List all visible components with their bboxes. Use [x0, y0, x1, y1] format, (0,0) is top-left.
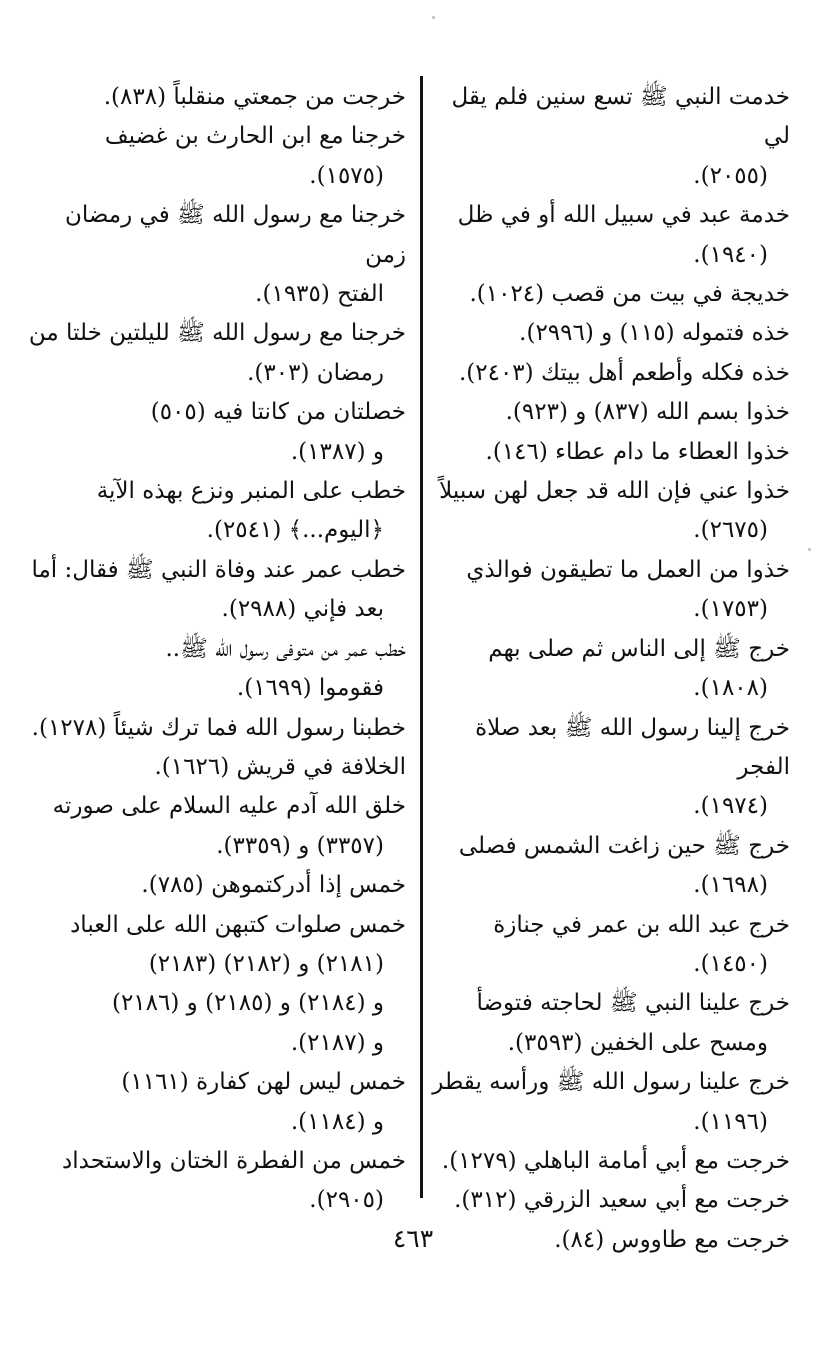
index-entry	[28, 906, 406, 1064]
entry-text: خرج إلينا رسول الله ﷺ بعد صلاة الفجر	[475, 714, 790, 780]
entry-continuation: و (١١٨٤).	[290, 1108, 384, 1135]
entry-text: خرج علينا رسول الله ﷺ ورأسه يقطر	[432, 1069, 790, 1096]
index-entry	[430, 1063, 790, 1142]
entry-text: خطب عمر من متوفى رسول الله ﷺ..	[165, 635, 406, 662]
index-entry	[28, 314, 406, 393]
entry-text: خطب عمر عند وفاة النبي ﷺ فقال: أما	[31, 556, 406, 583]
entry-text: خرجت مع أبي سعيد الزرقي (٣١٢).	[454, 1187, 790, 1214]
entry-text: خذوا عني فإن الله قد جعل لهن سبيلاً	[439, 478, 790, 505]
index-entry	[28, 709, 406, 748]
index-entry	[28, 748, 406, 787]
right-index-column	[430, 78, 790, 1260]
index-entry	[430, 709, 790, 827]
entry-continuation: (٣٣٥٧) و (٣٣٥٩).	[216, 832, 384, 859]
scan-speck	[808, 548, 811, 551]
entry-continuation: و (٢١٨٤) و (٢١٨٥) و (٢١٨٦)	[111, 990, 384, 1017]
entry-text: خلق الله آدم عليه السلام على صورته	[52, 793, 406, 820]
index-entry	[430, 314, 790, 353]
index-entry	[430, 354, 790, 393]
entry-text: خدمت النبي ﷺ تسع سنين فلم يقل لي	[451, 84, 790, 150]
index-entry	[28, 196, 406, 314]
column-divider	[420, 76, 423, 1198]
entry-text: خطبنا رسول الله فما ترك شيئاً (١٢٧٨).	[31, 714, 406, 741]
entry-text: خطب على المنبر ونزع بهذه الآية	[96, 478, 406, 505]
index-entry	[28, 117, 406, 196]
entry-continuation: (٢٠٥٥).	[693, 162, 768, 189]
entry-continuation: (١٧٥٣).	[693, 596, 768, 623]
entry-text: خمس من الفطرة الختان والاستحداد	[61, 1147, 406, 1174]
entry-text: خديجة في بيت من قصب (١٠٢٤).	[469, 281, 790, 308]
entry-text: خرجنا مع رسول الله ﷺ لليلتين خلتا من	[28, 320, 406, 347]
index-entry	[430, 433, 790, 472]
index-entry	[430, 472, 790, 551]
entry-continuation: الفتح (١٩٣٥).	[255, 281, 384, 308]
entry-text: خرج ﷺ حين زاغت الشمس فصلى	[458, 832, 790, 859]
index-entry	[430, 1181, 790, 1220]
entry-continuation: (١٩٧٤).	[693, 793, 768, 820]
entry-continuation: (١٤٥٠).	[693, 950, 768, 977]
entry-continuation: (١٩٤٠).	[693, 241, 768, 268]
index-entry	[430, 630, 790, 709]
index-entry	[430, 906, 790, 985]
entry-continuation: ومسح على الخفين (٣٥٩٣).	[507, 1029, 768, 1056]
entry-text: خذه فكله وأطعم أهل بيتك (٢٤٠٣).	[458, 359, 790, 386]
index-entry	[430, 275, 790, 314]
entry-text: خرجنا مع ابن الحارث بن غضيف	[104, 123, 406, 150]
index-entry	[430, 551, 790, 630]
entry-continuation: رمضان (٣٠٣).	[247, 359, 384, 386]
index-entry	[28, 393, 406, 472]
entry-continuation: (١٨٠٨).	[693, 675, 768, 702]
index-entry	[430, 393, 790, 432]
entry-text: خمس ليس لهن كفارة (١١٦١)	[121, 1069, 406, 1096]
index-entry	[430, 827, 790, 906]
entry-text: خرجنا مع رسول الله ﷺ في رمضان زمن	[64, 202, 406, 268]
entry-continuation: (١٥٧٥).	[309, 162, 384, 189]
index-entry	[28, 1063, 406, 1142]
entry-text: خرجت مع أبي أمامة الباهلي (١٢٧٩).	[441, 1147, 790, 1174]
entry-continuation: (٢٩٠٥).	[309, 1187, 384, 1214]
index-entry	[430, 78, 790, 196]
scan-speck	[432, 16, 435, 19]
entry-continuation: (٢٦٧٥).	[693, 517, 768, 544]
left-index-column	[28, 78, 406, 1221]
entry-text: خذوا من العمل ما تطيقون فوالذي	[466, 556, 790, 583]
entry-continuation: (٢١٨١) و (٢١٨٢) (٢١٨٣)	[148, 950, 384, 977]
entry-continuation: (١١٩٦).	[693, 1108, 768, 1135]
index-entry	[28, 866, 406, 905]
entry-text: خذوا العطاء ما دام عطاء (١٤٦).	[485, 438, 790, 465]
entry-text: خرجت من جمعتي منقلباً (٨٣٨).	[103, 84, 406, 110]
entry-text: خذه فتموله (١١٥) و (٢٩٩٦).	[519, 320, 790, 347]
entry-text: خمس صلوات كتبهن الله على العباد	[70, 911, 406, 938]
index-entry	[28, 787, 406, 866]
entry-text: خمس إذا أدركتموهن (٧٨٥).	[141, 872, 406, 899]
entry-continuation: (١٦٩٨).	[693, 872, 768, 899]
entry-text: خرج عبد الله بن عمر في جنازة	[493, 911, 790, 938]
index-entry	[28, 1142, 406, 1221]
entry-text: خصلتان من كانتا فيه (٥٠٥)	[150, 399, 406, 426]
index-entry	[28, 551, 406, 630]
index-entry	[430, 1142, 790, 1181]
entry-continuation: و (٢١٨٧).	[290, 1029, 384, 1056]
entry-text: خرج ﷺ إلى الناس ثم صلى بهم	[488, 635, 790, 662]
entry-text: خدمة عبد في سبيل الله أو في ظل	[457, 202, 790, 229]
index-entry	[430, 196, 790, 275]
index-entry	[28, 78, 406, 117]
entry-continuation: بعد فإني (٢٩٨٨).	[221, 596, 384, 623]
entry-text: الخلافة في قريش (١٦٢٦).	[154, 753, 406, 780]
entry-continuation: فقوموا (١٦٩٩).	[236, 675, 384, 702]
entry-continuation: و (١٣٨٧).	[290, 438, 384, 465]
entry-text: خرج علينا النبي ﷺ لحاجته فتوضأ	[476, 990, 790, 1017]
index-entry	[28, 472, 406, 551]
index-entry	[28, 630, 406, 709]
page-number: ٤٦٣	[392, 1224, 434, 1253]
index-entry	[430, 984, 790, 1063]
entry-continuation: ﴿اليوم...﴾ (٢٥٤١).	[206, 517, 384, 544]
entry-text: خذوا بسم الله (٨٣٧) و (٩٢٣).	[505, 399, 790, 426]
entry-text: خرجت مع طاووس (٨٤).	[554, 1226, 790, 1253]
